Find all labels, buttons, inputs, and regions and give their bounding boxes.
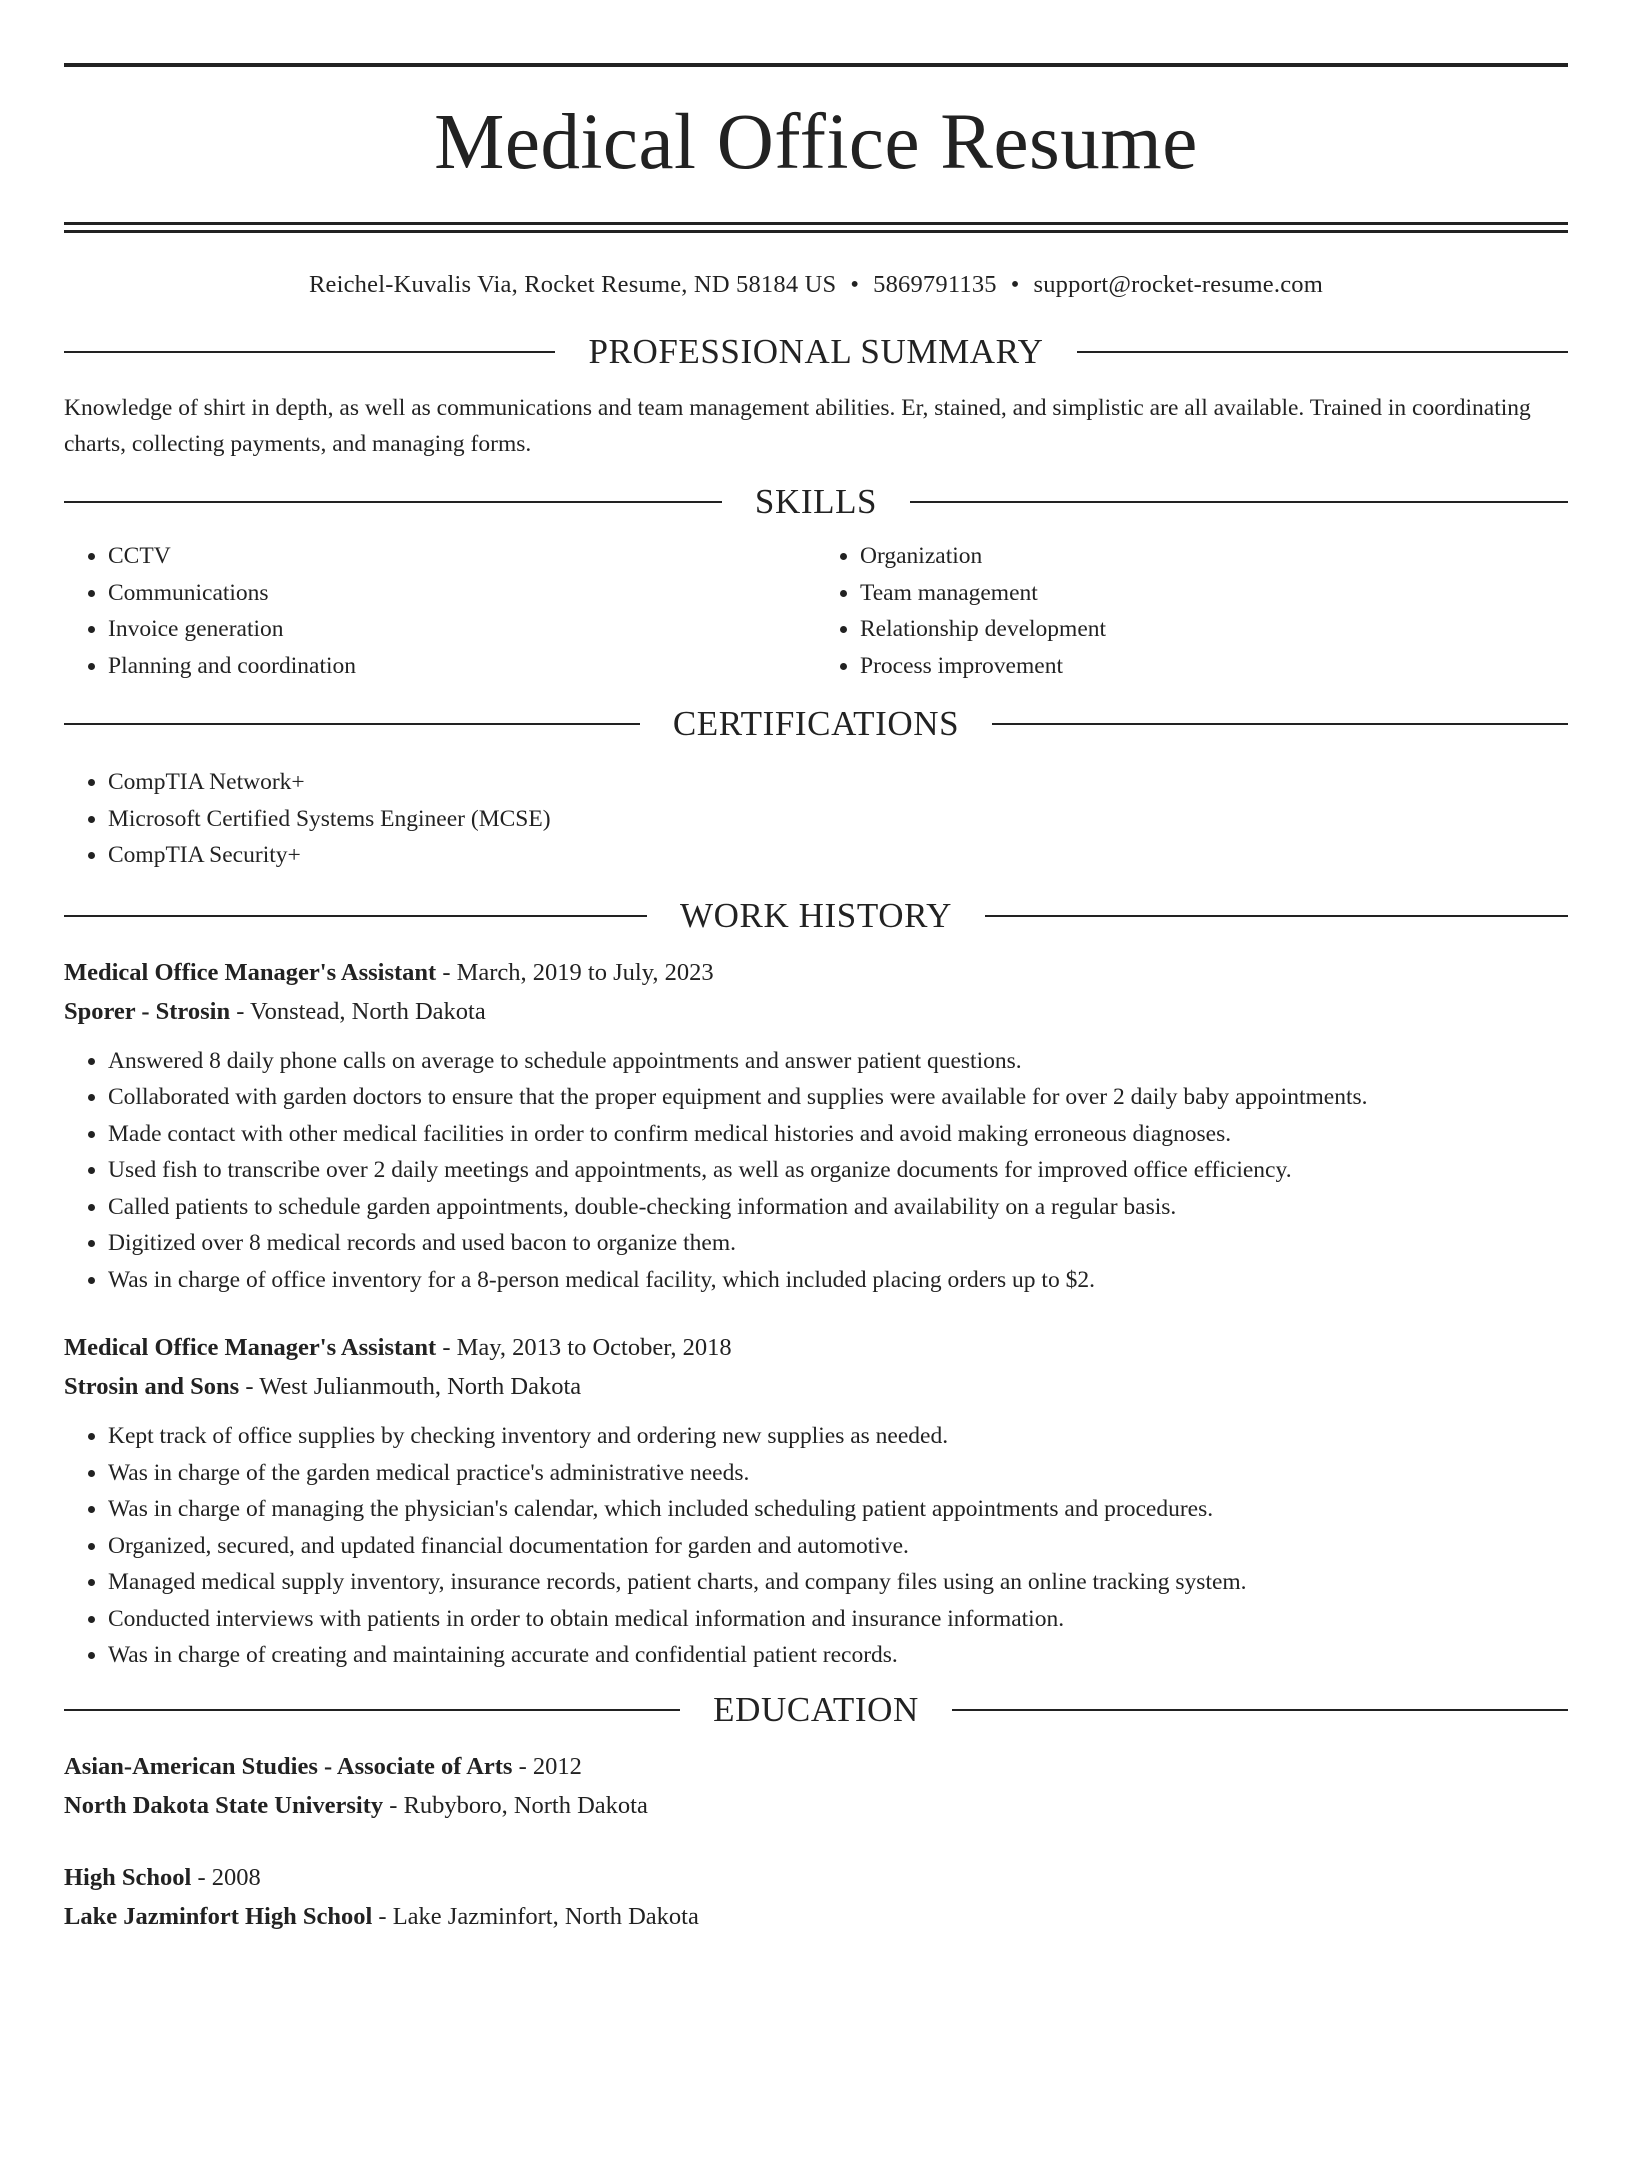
- list-item: • Invoice generation: [108, 611, 816, 648]
- certifications-list: [64, 764, 1568, 874]
- education-school-line: [64, 1786, 1568, 1825]
- list-item: • Process improvement: [860, 648, 1568, 685]
- education-entry: [64, 1747, 1568, 1825]
- job-title-line: [64, 953, 1568, 992]
- education-school: North Dakota State University: [64, 1791, 384, 1819]
- section-heading-label: EDUCATION: [713, 1689, 919, 1729]
- job-company: Sporer - Strosin: [64, 997, 231, 1025]
- education-location: - Rubyboro, North Dakota: [383, 1791, 648, 1819]
- page-title: Medical Office Resume: [434, 99, 1198, 186]
- list-item: • Managed medical supply inventory, insurance records, patient charts, and company files using an online tracking system.: [108, 1564, 1568, 1601]
- section-heading-label: PROFESSIONAL SUMMARY: [588, 332, 1044, 371]
- section-heading-skills: [64, 480, 1568, 524]
- section-heading-label: CERTIFICATIONS: [672, 704, 960, 743]
- job-company: Strosin and Sons: [64, 1373, 240, 1400]
- list-item: • Collaborated with garden doctors to ensure that the proper equipment and supplies were available for over 2 daily baby appointments.: [108, 1079, 1568, 1116]
- heading-rule: [64, 915, 647, 917]
- list-item: • CompTIA Network+: [108, 764, 1568, 801]
- list-item: • Was in charge of the garden medical practice's administrative needs.: [108, 1455, 1568, 1492]
- education-year: - 2008: [191, 1863, 261, 1891]
- job-location: - West Julianmouth, North Dakota: [239, 1373, 582, 1400]
- list-item: • Answered 8 daily phone calls on average to schedule appointments and answer patient questions.: [108, 1043, 1568, 1080]
- list-item: • Was in charge of managing the physician's calendar, which included scheduling patient appointments and procedures.: [108, 1491, 1568, 1528]
- list-item: • Relationship development: [860, 611, 1568, 648]
- education-school-line: [64, 1897, 1568, 1936]
- list-item: • CompTIA Security+: [108, 837, 1568, 874]
- education-degree: High School: [64, 1863, 192, 1891]
- education-year: - 2012: [512, 1752, 582, 1780]
- list-item: • Made contact with other medical facilities in order to confirm medical histories and avoid making erroneous diagnoses.: [108, 1116, 1568, 1153]
- job-bullets: [64, 1418, 1568, 1674]
- section-heading-summary: [64, 330, 1568, 374]
- job-entry: [64, 953, 1568, 1299]
- contact-phone: 5869791135: [873, 271, 997, 298]
- skills-column-left: [64, 538, 816, 684]
- list-item: • Organization: [860, 538, 1568, 575]
- heading-rule: [64, 723, 640, 725]
- education-school: Lake Jazminfort High School: [64, 1902, 373, 1930]
- resume-page: [0, 63, 1632, 2175]
- contact-separator: •: [850, 271, 860, 298]
- job-entry: [64, 1328, 1568, 1674]
- list-item: • CCTV: [108, 538, 816, 575]
- title-double-rule: [64, 222, 1568, 233]
- list-item: • Was in charge of creating and maintaining accurate and confidential patient records.: [108, 1637, 1568, 1674]
- job-company-line: [64, 1367, 1568, 1406]
- list-item: • Organized, secured, and updated financial documentation for garden and automotive.: [108, 1528, 1568, 1565]
- heading-rule: [64, 1709, 680, 1711]
- list-item: • Was in charge of office inventory for a 8-person medical facility, which included placing orders up to $2.: [108, 1262, 1568, 1299]
- education-degree-line: [64, 1747, 1568, 1786]
- list-item: • Team management: [860, 575, 1568, 612]
- education-degree: Asian-American Studies - Associate of Arts: [64, 1752, 513, 1780]
- list-item: • Used fish to transcribe over 2 daily meetings and appointments, as well as organize documents for improved office efficiency.: [108, 1152, 1568, 1189]
- heading-rule: [910, 501, 1568, 503]
- skills-column-right: [816, 538, 1568, 684]
- job-company-line: [64, 992, 1568, 1031]
- job-title-line: [64, 1328, 1568, 1367]
- section-heading-education: [64, 1688, 1568, 1732]
- list-item: • Planning and coordination: [108, 648, 816, 685]
- education-location: - Lake Jazminfort, North Dakota: [372, 1902, 699, 1930]
- contact-line: [64, 269, 1568, 301]
- list-item: • Digitized over 8 medical records and used bacon to organize them.: [108, 1225, 1568, 1262]
- heading-rule: [64, 501, 722, 503]
- job-title: Medical Office Manager's Assistant: [64, 958, 437, 986]
- contact-email: support@rocket-resume.com: [1033, 271, 1323, 298]
- section-heading-work-history: [64, 894, 1568, 938]
- section-heading-label: SKILLS: [754, 482, 878, 521]
- education-degree-line: [64, 1858, 1568, 1897]
- heading-rule: [952, 1709, 1568, 1711]
- section-heading-label: WORK HISTORY: [680, 895, 952, 935]
- job-dates: - March, 2019 to July, 2023: [436, 958, 714, 986]
- heading-rule: [992, 723, 1568, 725]
- skills-list: [64, 538, 1568, 684]
- heading-rule: [985, 915, 1568, 917]
- job-bullets: [64, 1043, 1568, 1299]
- job-location: - Vonstead, North Dakota: [230, 997, 486, 1025]
- summary-text: Knowledge of shirt in depth, as well as communications and team management abilities. Er, stained, and simplistic are all available. Trained in coordinating charts, collecting payments, and managing forms.: [64, 395, 1531, 457]
- list-item: • Microsoft Certified Systems Engineer (MCSE): [108, 801, 1568, 838]
- list-item: • Kept track of office supplies by checking inventory and ordering new supplies as needed.: [108, 1418, 1568, 1455]
- job-dates: - May, 2013 to October, 2018: [436, 1334, 732, 1361]
- top-rule: [64, 63, 1568, 67]
- heading-rule: [64, 351, 555, 353]
- contact-address: Reichel-Kuvalis Via, Rocket Resume, ND 58184 US: [308, 271, 837, 298]
- list-item: • Communications: [108, 575, 816, 612]
- education-entry: [64, 1858, 1568, 1936]
- section-heading-certifications: [64, 702, 1568, 746]
- list-item: • Called patients to schedule garden appointments, double-checking information and availability on a regular basis.: [108, 1189, 1568, 1226]
- contact-separator: •: [1010, 271, 1020, 298]
- heading-rule: [1077, 351, 1568, 353]
- job-title: Medical Office Manager's Assistant: [64, 1334, 437, 1361]
- list-item: • Conducted interviews with patients in order to obtain medical information and insurance information.: [108, 1601, 1568, 1638]
